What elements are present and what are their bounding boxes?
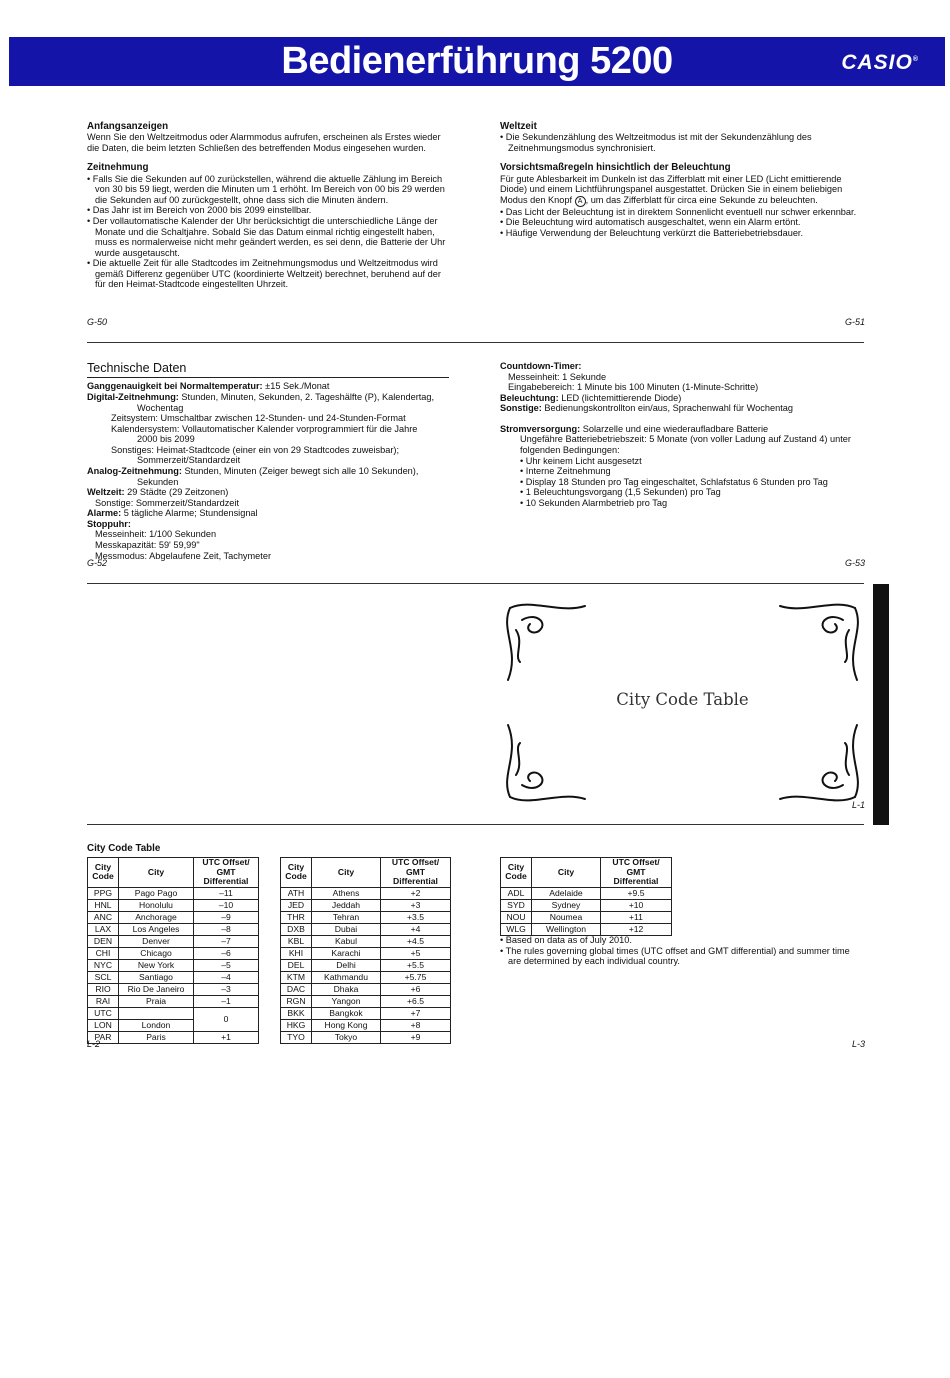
spec-label: Beleuchtung: bbox=[500, 392, 559, 403]
notes-list bbox=[500, 935, 860, 967]
cell-code: THR bbox=[281, 911, 312, 923]
table-row bbox=[88, 911, 259, 923]
cell-offset: +8 bbox=[381, 1019, 451, 1031]
cell-city: Rio De Janeiro bbox=[119, 983, 194, 995]
list-item: • Die aktuelle Zeit für alle Stadtcodes im Zeitnehmungsmodus und Weltzeitmodus wird gemäß Differenz gegenüber UTC (koordinierte Weltzeit) berechnet, beruhend auf der für den Heimat-Stadtcode eingestellten Uhrzeit. bbox=[87, 258, 452, 290]
cell-code: WLG bbox=[501, 923, 532, 935]
list-item: • Häufige Verwendung der Beleuchtung verkürzt die Batteriebetriebsdauer. bbox=[500, 228, 862, 239]
page-g52 bbox=[87, 361, 457, 561]
cell-offset: +4.5 bbox=[381, 935, 451, 947]
cell-offset: +1 bbox=[194, 1031, 259, 1043]
cell-city: Santiago bbox=[119, 971, 194, 983]
cell-city: Wellington bbox=[532, 923, 601, 935]
spec-value: Sekunden bbox=[137, 476, 179, 487]
table-row bbox=[88, 935, 259, 947]
divider bbox=[87, 824, 864, 825]
cell-city: Denver bbox=[119, 935, 194, 947]
page-number-l2: L-2 bbox=[87, 1039, 101, 1049]
cell-city: London bbox=[119, 1019, 194, 1031]
cell-code: SYD bbox=[501, 899, 532, 911]
table-row bbox=[501, 899, 672, 911]
spec-label: Stoppuhr: bbox=[87, 518, 131, 529]
spec-value: Zeitsystem: Umschaltbar zwischen 12-Stunden- und 24-Stunden-Format bbox=[111, 413, 406, 424]
spec-value: Kalendersystem: Vollautomatischer Kalender vorprogrammiert für die Jahre bbox=[111, 423, 418, 434]
cell-code: RAI bbox=[88, 995, 119, 1007]
side-tab-marker bbox=[873, 584, 889, 825]
spec-label: Countdown-Timer: bbox=[500, 361, 582, 371]
table-row bbox=[88, 959, 259, 971]
spec-value: 5 tägliche Alarme; Stundensignal bbox=[121, 508, 258, 519]
cell-city: Los Angeles bbox=[119, 923, 194, 935]
cell-city: Noumea bbox=[532, 911, 601, 923]
table-row bbox=[88, 887, 259, 899]
table-row bbox=[88, 899, 259, 911]
spec-label: Digital-Zeitnehmung: bbox=[87, 391, 179, 402]
city-code-table-cover-title: City Code Table bbox=[616, 690, 749, 709]
spec-value: ±15 Sek./Monat bbox=[262, 381, 330, 392]
cell-code: HKG bbox=[281, 1019, 312, 1031]
cell-city: Tokyo bbox=[312, 1031, 381, 1043]
table-row bbox=[501, 911, 672, 923]
spec-value: Sommerzeit/Standardzeit bbox=[137, 455, 241, 466]
text-beleuchtung-a: Für gute Ablesbarkeit im Dunkeln ist das Zifferblatt mit einer LED (Licht emittierende Diode) und einem Lichtführungspanel ausgestattet. Drücken Sie in einem beliebigen Modus den Knopf bbox=[500, 173, 843, 205]
manual-title: Bedienerführung 5200 bbox=[281, 40, 673, 82]
spec-value: 2000 bis 2099 bbox=[137, 434, 195, 445]
zeitnehmung-list bbox=[87, 174, 452, 290]
cell-offset: +2 bbox=[381, 887, 451, 899]
text-beleuchtung bbox=[500, 174, 862, 207]
city-table-1-body bbox=[88, 887, 259, 1043]
col-header-city: City bbox=[532, 858, 601, 888]
spec-label: Stromversorgung: bbox=[500, 423, 581, 434]
spec-value: LED (lichtemittierende Diode) bbox=[558, 392, 682, 403]
registered-mark: ® bbox=[912, 56, 919, 63]
city-code-table-title: City Code Table bbox=[87, 843, 161, 854]
cell-offset: +7 bbox=[381, 1007, 451, 1019]
city-table-1 bbox=[87, 857, 259, 1044]
cell-offset: +5 bbox=[381, 947, 451, 959]
spec-value: 29 Städte (29 Zeitzonen) bbox=[124, 487, 229, 498]
cell-code: ANC bbox=[88, 911, 119, 923]
spec-label: Analog-Zeitnehmung: bbox=[87, 466, 182, 476]
table-row bbox=[281, 959, 451, 971]
spec-value: Wochentag bbox=[137, 402, 184, 413]
cell-code: DEL bbox=[281, 959, 312, 971]
cell-code: LON bbox=[88, 1019, 119, 1031]
spec-label: Sonstige: bbox=[500, 403, 542, 414]
cell-offset: –10 bbox=[194, 899, 259, 911]
heading-beleuchtung: Vorsichtsmaßregeln hinsichtlich der Beleuchtung bbox=[500, 162, 731, 174]
cell-code: CHI bbox=[88, 947, 119, 959]
page-g50 bbox=[87, 121, 452, 290]
cell-code: ADL bbox=[501, 887, 532, 899]
cell-code: LAX bbox=[88, 923, 119, 935]
cell-offset: +4 bbox=[381, 923, 451, 935]
cell-offset: +12 bbox=[601, 923, 672, 935]
page-number-g53: G-53 bbox=[845, 558, 866, 568]
cell-city: Adelaide bbox=[532, 887, 601, 899]
spec-value: Sonstiges: Heimat-Stadtcode (einer ein von 29 Stadtcodes zuweisbar); bbox=[111, 444, 400, 455]
col-header-city: City bbox=[119, 858, 194, 888]
col-header-code: City Code bbox=[501, 858, 532, 888]
cell-offset: –3 bbox=[194, 983, 259, 995]
heading-anfangsanzeigen: Anfangsanzeigen bbox=[87, 121, 169, 132]
divider bbox=[87, 342, 864, 343]
table-row bbox=[88, 971, 259, 983]
col-header-code: City Code bbox=[88, 858, 119, 888]
spec-value: Messeinheit: 1/100 Sekunden bbox=[95, 529, 217, 540]
cell-code: KBL bbox=[281, 935, 312, 947]
cell-offset: –6 bbox=[194, 947, 259, 959]
beleuchtung-list bbox=[500, 207, 862, 239]
cell-code: PAR bbox=[88, 1031, 119, 1043]
cell-city: Paris bbox=[119, 1031, 194, 1043]
cell-offset: –1 bbox=[194, 995, 259, 1007]
cell-code: BKK bbox=[281, 1007, 312, 1019]
cell-city: Pago Pago bbox=[119, 887, 194, 899]
table-row bbox=[281, 911, 451, 923]
cell-offset: –8 bbox=[194, 923, 259, 935]
table-row bbox=[88, 995, 259, 1007]
cell-city: Dubai bbox=[312, 923, 381, 935]
table-row bbox=[281, 1031, 451, 1043]
col-header-offset: UTC Offset/ GMT Differential bbox=[194, 858, 259, 888]
cell-offset: –9 bbox=[194, 911, 259, 923]
cell-offset: +6.5 bbox=[381, 995, 451, 1007]
table-row bbox=[281, 1007, 451, 1019]
cell-city bbox=[119, 1007, 194, 1019]
cell-offset: +9.5 bbox=[601, 887, 672, 899]
table-row bbox=[281, 1019, 451, 1031]
col-header-code: City Code bbox=[281, 858, 312, 888]
cell-code: DEN bbox=[88, 935, 119, 947]
header-banner bbox=[9, 37, 945, 86]
cell-code: UTC bbox=[88, 1007, 119, 1019]
table-row bbox=[281, 899, 451, 911]
spec-value: Messmodus: Abgelaufene Zeit, Tachymeter bbox=[95, 550, 272, 561]
page-g53 bbox=[500, 361, 870, 509]
list-item: • 1 Beleuchtungsvorgang (1,5 Sekunden) pro Tag bbox=[520, 487, 870, 498]
table-row bbox=[501, 923, 672, 935]
page-number-g52: G-52 bbox=[87, 558, 108, 568]
page-l2-title bbox=[87, 843, 160, 854]
cell-city: Delhi bbox=[312, 959, 381, 971]
cell-city: Chicago bbox=[119, 947, 194, 959]
table-row bbox=[281, 995, 451, 1007]
cell-city: Anchorage bbox=[119, 911, 194, 923]
cell-offset: +5.75 bbox=[381, 971, 451, 983]
list-item: • Die Sekundenzählung des Weltzeitmodus ist mit der Sekundenzählung des Zeitnehmungsmodus synchronisiert. bbox=[500, 132, 862, 153]
text-anfangsanzeigen: Wenn Sie den Weltzeitmodus oder Alarmmodus aufrufen, erscheinen als Erstes wieder die Daten, die beim letzten Schließen des betreffenden Modus eingesehen wurden. bbox=[87, 132, 441, 153]
page-number-l1: L-1 bbox=[852, 800, 866, 810]
list-item: • Der vollautomatische Kalender der Uhr berücksichtigt die unterschiedliche Länge der Monate und die Schaltjahre. Sobald Sie das Datum einmal richtig eingestellt haben, muss es normalerweise nicht mehr geändert werden, es sei denn, die Batterie der Uhr wurde ausgetauscht. bbox=[87, 216, 452, 258]
spec-value: folgenden Bedingungen: bbox=[520, 445, 620, 456]
spec-label: Weltzeit: bbox=[87, 487, 125, 498]
col-header-offset: UTC Offset/ GMT Differential bbox=[381, 858, 451, 888]
cell-code: DAC bbox=[281, 983, 312, 995]
city-table-2-body bbox=[281, 887, 451, 1043]
cell-offset: +6 bbox=[381, 983, 451, 995]
table-row bbox=[281, 923, 451, 935]
cell-offset: +11 bbox=[601, 911, 672, 923]
cell-offset: +5.5 bbox=[381, 959, 451, 971]
cell-code: KHI bbox=[281, 947, 312, 959]
spec-value: Sonstige: Sommerzeit/Standardzeit bbox=[95, 497, 240, 508]
cell-city: Praia bbox=[119, 995, 194, 1007]
spec-value: Solarzelle und eine wiederaufladbare Batterie bbox=[580, 423, 769, 434]
spec-value: Stunden, Minuten (Zeiger bewegt sich alle 10 Sekunden), bbox=[181, 466, 419, 476]
cell-city: Karachi bbox=[312, 947, 381, 959]
spec-label: Ganggenauigkeit bei Normaltemperatur: bbox=[87, 381, 263, 392]
table-row bbox=[88, 947, 259, 959]
cell-city: New York bbox=[119, 959, 194, 971]
cell-offset: +10 bbox=[601, 899, 672, 911]
city-table-3-body bbox=[501, 887, 672, 935]
cell-offset: –4 bbox=[194, 971, 259, 983]
table-row bbox=[281, 887, 451, 899]
cell-city: Kathmandu bbox=[312, 971, 381, 983]
list-item: • Based on data as of July 2010. bbox=[500, 935, 860, 946]
page-g51 bbox=[500, 121, 862, 239]
table-notes bbox=[500, 935, 860, 967]
cell-code: ATH bbox=[281, 887, 312, 899]
cell-city: Bangkok bbox=[312, 1007, 381, 1019]
list-item: • Interne Zeitnehmung bbox=[520, 466, 870, 477]
battery-conditions-list bbox=[500, 456, 870, 509]
table-row bbox=[88, 923, 259, 935]
text-beleuchtung-b: , um das Zifferblatt für circa eine Sekunde zu beleuchten. bbox=[585, 194, 818, 205]
cell-city: Kabul bbox=[312, 935, 381, 947]
cell-code: HNL bbox=[88, 899, 119, 911]
table-row bbox=[281, 947, 451, 959]
cell-offset: 0 bbox=[194, 1007, 259, 1031]
cell-offset: +3.5 bbox=[381, 911, 451, 923]
spec-value: Stunden, Minuten, Sekunden, 2. Tageshälfte (P), Kalendertag, bbox=[178, 391, 435, 402]
cell-city: Athens bbox=[312, 887, 381, 899]
cell-code: PPG bbox=[88, 887, 119, 899]
list-item: • Das Jahr ist im Bereich von 2000 bis 2099 einstellbar. bbox=[87, 205, 452, 216]
list-item: • Display 18 Stunden pro Tag eingeschaltet, Schlafstatus 6 Stunden pro Tag bbox=[520, 477, 870, 488]
cell-offset: +3 bbox=[381, 899, 451, 911]
cell-city: Honolulu bbox=[119, 899, 194, 911]
cell-code: RGN bbox=[281, 995, 312, 1007]
table-row bbox=[501, 887, 672, 899]
spec-value: Messkapazität: 59' 59,99" bbox=[95, 540, 200, 551]
city-table-3 bbox=[500, 857, 672, 936]
table-row bbox=[281, 935, 451, 947]
list-item: • Das Licht der Beleuchtung ist in direktem Sonnenlicht eventuell nur schwer erkennbar. bbox=[500, 207, 862, 218]
spec-label: Alarme: bbox=[87, 508, 122, 519]
brand-name: CASIO bbox=[841, 51, 913, 74]
col-header-city: City bbox=[312, 858, 381, 888]
cell-code: DXB bbox=[281, 923, 312, 935]
cell-offset: –5 bbox=[194, 959, 259, 971]
cell-city: Hong Kong bbox=[312, 1019, 381, 1031]
cell-code: JED bbox=[281, 899, 312, 911]
spec-value: Eingabebereich: 1 Minute bis 100 Minuten (1-Minute-Schritte) bbox=[508, 382, 759, 393]
list-item: • The rules governing global times (UTC offset and GMT differential) and summer time are determined by each individual country. bbox=[500, 946, 860, 967]
table-row bbox=[88, 983, 259, 995]
heading-technische-daten: Technische Daten bbox=[87, 361, 449, 378]
cell-code: RIO bbox=[88, 983, 119, 995]
cell-code: NOU bbox=[501, 911, 532, 923]
col-header-offset: UTC Offset/ GMT Differential bbox=[601, 858, 672, 888]
divider bbox=[87, 583, 864, 584]
spec-value: Ungefähre Batteriebetriebszeit: 5 Monate (von voller Ladung auf Zustand 4) unter bbox=[520, 434, 851, 445]
cell-code: KTM bbox=[281, 971, 312, 983]
cell-city: Sydney bbox=[532, 899, 601, 911]
spec-value: Bedienungskontrollton ein/aus, Sprachenwahl für Wochentag bbox=[541, 403, 793, 414]
cell-city: Tehran bbox=[312, 911, 381, 923]
page-number-l3: L-3 bbox=[852, 1039, 866, 1049]
page-number-g51: G-51 bbox=[845, 317, 866, 327]
cell-offset: –7 bbox=[194, 935, 259, 947]
cell-city: Yangon bbox=[312, 995, 381, 1007]
city-table-2 bbox=[280, 857, 451, 1044]
button-a-icon: A bbox=[575, 196, 586, 207]
cell-city: Jeddah bbox=[312, 899, 381, 911]
list-item: • Die Beleuchtung wird automatisch ausgeschaltet, wenn ein Alarm ertönt. bbox=[500, 217, 862, 228]
table-row bbox=[88, 1007, 259, 1019]
weltzeit-list bbox=[500, 132, 862, 153]
list-item: • Uhr keinem Licht ausgesetzt bbox=[520, 456, 870, 467]
table-row bbox=[88, 1031, 259, 1043]
heading-zeitnehmung: Zeitnehmung bbox=[87, 162, 149, 174]
list-item: • 10 Sekunden Alarmbetrieb pro Tag bbox=[520, 498, 870, 509]
heading-weltzeit: Weltzeit bbox=[500, 121, 537, 132]
table-row bbox=[281, 983, 451, 995]
cell-offset: +9 bbox=[381, 1031, 451, 1043]
brand-logo bbox=[841, 51, 919, 75]
cell-offset: –11 bbox=[194, 887, 259, 899]
table-row bbox=[281, 971, 451, 983]
spec-value: Messeinheit: 1 Sekunde bbox=[508, 371, 607, 382]
cell-code: NYC bbox=[88, 959, 119, 971]
cell-city: Dhaka bbox=[312, 983, 381, 995]
page-number-g50: G-50 bbox=[87, 317, 108, 327]
list-item: • Falls Sie die Sekunden auf 00 zurückstellen, während die aktuelle Zählung im Bereich von 30 bis 59 liegt, werden die Minuten um 1 erhöht. Im Bereich von 00 bis 29 werden die Sekunden auf 00 zurückgestellt, ohne dass sich die Minuten ändern. bbox=[87, 174, 452, 206]
cell-code: TYO bbox=[281, 1031, 312, 1043]
cell-code: SCL bbox=[88, 971, 119, 983]
